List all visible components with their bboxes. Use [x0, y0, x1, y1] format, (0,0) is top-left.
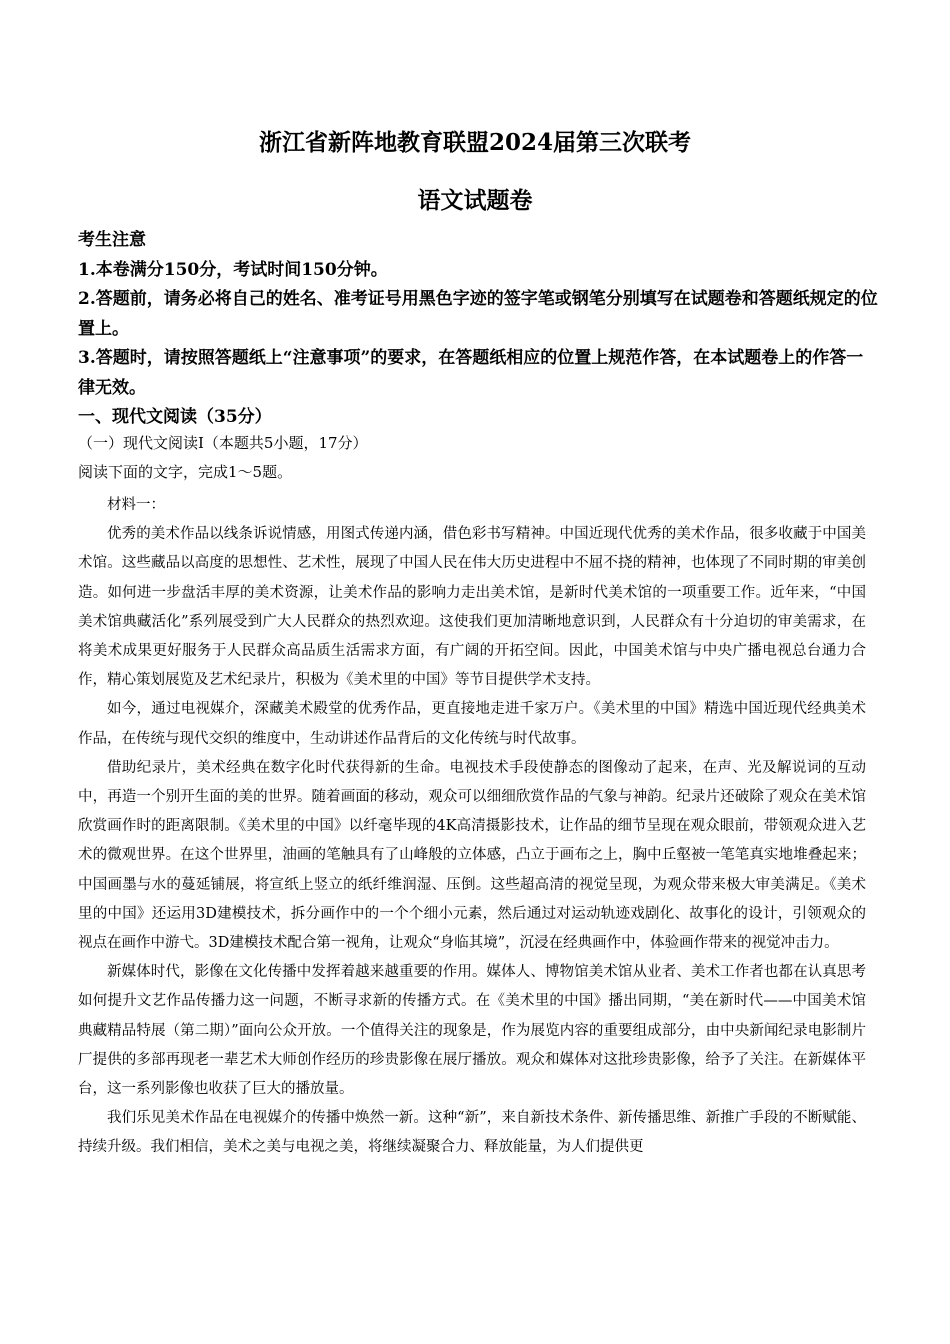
passage-paragraph: 新媒体时代，影像在文化传播中发挥着越来越重要的作用。媒体人、博物馆美术馆从业者、美术工作者也都在认真思考如何提升文艺作品传播力这一问题，不断寻求新的传播方式。在《美术里的中国》播出同期，“美在新时代——中国美术馆典藏精品特展（第二期）”面向公众开放。一个值得关注的现象是，作为展览内容的重要组成部分，由中央新闻纪录电影制片厂提供的多部再现老一辈艺术大师创作经历的珍贵影像在展厅播放。观众和媒体对这批珍贵影像，给予了关注。在新媒体平台，这一系列影像也收获了巨大的播放量。 — [78, 964, 866, 1098]
exam-subtitle: 语文试题卷 — [417, 187, 533, 214]
notice-item-3: 3.答题时，请按照答题纸上“注意事项”的要求，在答题纸相应的位置上规范作答，在本试题卷上的作答一律无效。 — [78, 348, 864, 398]
reading-passage — [78, 491, 866, 1163]
section-heading: 一、现代文阅读（35分） — [78, 407, 272, 427]
passage-paragraph: 我们乐见美术作品在电视媒介的传播中焕然一新。这种“新”，来自新技术条件、新传播思维、新推广手段的不断赋能、持续升级。我们相信，美术之美与电视之美，将继续凝聚合力、释放能量，为人们提供更 — [78, 1110, 866, 1156]
passage-paragraph: 如今，通过电视媒介，深藏美术殿堂的优秀作品，更直接地走进千家万户。《美术里的中国》精选中国近现代经典美术作品，在传统与现代交织的维度中，生动讲述作品背后的文化传统与时代故事。 — [78, 701, 866, 747]
candidate-notice — [78, 226, 878, 403]
section-subheading: （一）现代文阅读Ⅰ（本题共5小题，17分） — [78, 434, 368, 452]
notice-item-1: 1.本卷满分150分，考试时间150分钟。 — [78, 259, 388, 280]
passage-paragraph: 优秀的美术作品以线条诉说情感，用图式传递内涵，借色彩书写精神。中国近现代优秀的美术作品，很多收藏于中国美术馆。这些藏品以高度的思想性、艺术性，展现了中国人民在伟大历史进程中不屈不挠的精神，也体现了不同时期的审美创造。如何进一步盘活丰厚的美术资源，让美术作品的影响力走出美术馆，是新时代美术馆的一项重要工作。近年来，“中国美术馆典藏活化”系列展受到广大人民群众的热烈欢迎。这使我们更加清晰地意识到，人民群众有十分迫切的审美需求，在将美术成果更好服务于人民群众高品质生活需求方面，有广阔的开拓空间。因此，中国美术馆与中央广播电视总台通力合作，精心策划展览及艺术纪录片，积极为《美术里的中国》等节目提供学术支持。 — [78, 526, 866, 689]
notice-item-2: 2.答题前，请务必将自己的姓名、准考证号用黑色字迹的签字笔或钢笔分别填写在试题卷和答题纸规定的位置上。 — [78, 289, 878, 339]
notice-heading: 考生注意 — [78, 230, 146, 250]
exam-title: 浙江省新阵地教育联盟2024届第三次联考 — [258, 129, 691, 156]
passage-paragraph: 借助纪录片，美术经典在数字化时代获得新的生命。电视技术手段使静态的图像动了起来，在声、光及解说词的互动中，再造一个别开生面的美的世界。随着画面的移动，观众可以细细欣赏作品的气象与神韵。纪录片还破除了观众在美术馆欣赏画作时的距离限制。《美术里的中国》以纤毫毕现的4K高清摄影技术，让作品的细节呈现在观众眼前，带领观众进入艺术的微观世界。在这个世界里，油画的笔触具有了山峰般的立体感，凸立于画布之上，胸中丘壑被一笔笔真实地堆叠起来；中国画墨与水的蔓延铺展，将宣纸上竖立的纸纤维润湿、压倒。这些超高清的视觉呈现，为观众带来极大审美满足。《美术里的中国》还运用3D建模技术，拆分画作中的一个个细小元素，然后通过对运动轨迹戏剧化、故事化的设计，引领观众的视点在画作中游弋。3D建模技术配合第一视角，让观众“身临其境”，沉浸在经典画作中，体验画作带来的视觉冲击力。 — [78, 759, 866, 952]
material-label: 材料一： — [107, 497, 165, 513]
reading-instruction: 阅读下面的文字，完成1～5题。 — [78, 463, 293, 481]
